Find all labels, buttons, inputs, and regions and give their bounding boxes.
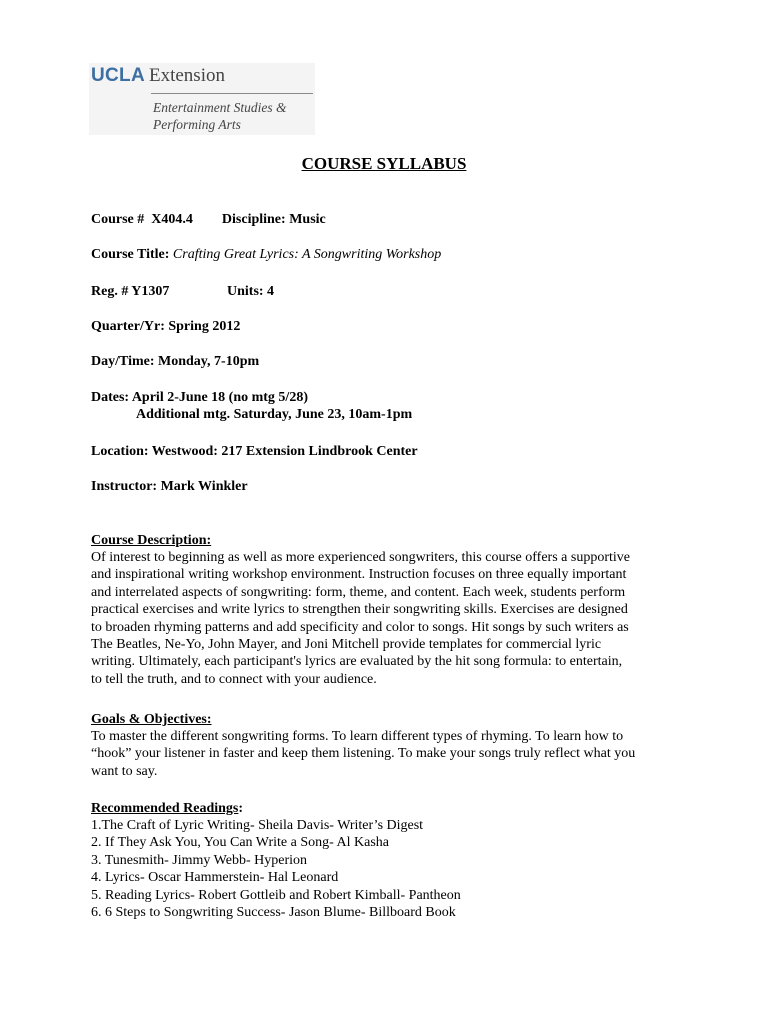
instructor-line: Instructor: Mark Winkler: [91, 479, 248, 494]
goals-line: To master the different songwriting forms. To learn different types of rhyming. To learn how to: [91, 729, 624, 744]
course-description-heading: Course Description:: [91, 533, 212, 548]
logo-subtitle: [153, 99, 286, 133]
logo-wordmark: [91, 65, 225, 87]
readings-list: [91, 817, 461, 921]
goals-text: [91, 728, 635, 780]
course-title-value: Crafting Great Lyrics: A Songwriting Workshop: [172, 247, 442, 262]
additional-meeting-line: Additional mtg. Saturday, June 23, 10am-1pm: [136, 407, 413, 422]
course-title-line: [91, 246, 441, 263]
goals-line: want to say.: [91, 763, 158, 779]
reading-item: 6. 6 Steps to Songwriting Success- Jason Blume- Billboard Book: [91, 904, 456, 920]
description-line: and inspirational writing workshop environment. Instruction focuses on three equally important: [91, 567, 627, 583]
description-line: practical exercises and write lyrics to strengthen their songwriting skills. Exercises are designed: [91, 602, 628, 618]
dates-line: Dates: April 2-June 18 (no mtg 5/28): [91, 390, 308, 405]
readings-heading: Recommended Readings: [91, 801, 239, 816]
description-line: to broaden rhyming patterns and add specificity and color to songs. Hit songs by such writers as: [91, 619, 629, 635]
goals-line: “hook” your listener in faster and keep them listening. To make your songs truly reflect what you: [91, 746, 636, 762]
reg-number: Reg. # Y1307: [91, 284, 170, 299]
quarter-line: Quarter/Yr: Spring 2012: [91, 319, 241, 334]
reg-line: [91, 283, 275, 300]
location-line: Location: Westwood: 217 Extension Lindbrook Center: [91, 444, 418, 459]
logo-divider: [151, 93, 313, 94]
logo-subtitle-line2: Performing Arts: [153, 117, 241, 132]
description-line: The Beatles, Ne-Yo, John Mayer, and Joni Mitchell provide templates for commercial lyric: [91, 636, 602, 652]
logo-extension: Extension: [148, 65, 225, 86]
course-title-label: Course Title:: [91, 247, 170, 262]
readings-heading-colon: :: [238, 801, 244, 816]
day-time-line: Day/Time: Monday, 7-10pm: [91, 354, 260, 369]
reading-item: 5. Reading Lyrics- Robert Gottleib and Robert Kimball- Pantheon: [91, 887, 461, 903]
reading-item: 4. Lyrics- Oscar Hammerstein- Hal Leonard: [91, 870, 339, 886]
description-line: writing. Ultimately, each participant's lyrics are evaluated by the hit song formula: to entertain,: [91, 654, 623, 670]
page-title: COURSE SYLLABUS: [301, 154, 467, 173]
description-line: and interrelated aspects of songwriting: form, theme, and content. Each week, students perform: [91, 584, 626, 600]
reading-item: 3. Tunesmith- Jimmy Webb- Hyperion: [91, 852, 308, 868]
logo-brand: UCLA: [91, 65, 145, 86]
course-description-text: [91, 549, 630, 688]
goals-heading: Goals & Objectives:: [91, 712, 212, 727]
logo-subtitle-line1: Entertainment Studies &: [153, 100, 287, 115]
course-number-value: X404.4: [151, 212, 193, 227]
description-line: Of interest to beginning as well as more experienced songwriters, this course offers a supportive: [91, 550, 630, 565]
course-number-label: Course #: [91, 212, 145, 227]
ucla-extension-logo: [89, 63, 315, 135]
units: Units: 4: [227, 284, 275, 299]
discipline-value: Music: [289, 212, 326, 227]
reading-item: 1.The Craft of Lyric Writing- Sheila Davis- Writer’s Digest: [91, 818, 424, 833]
readings-heading-line: [91, 800, 243, 817]
description-line: to tell the truth, and to connect with your audience.: [91, 671, 377, 687]
reading-item: 2. If They Ask You, You Can Write a Song- Al Kasha: [91, 835, 389, 851]
course-number-line: [91, 211, 326, 228]
discipline-label: Discipline:: [221, 212, 286, 227]
